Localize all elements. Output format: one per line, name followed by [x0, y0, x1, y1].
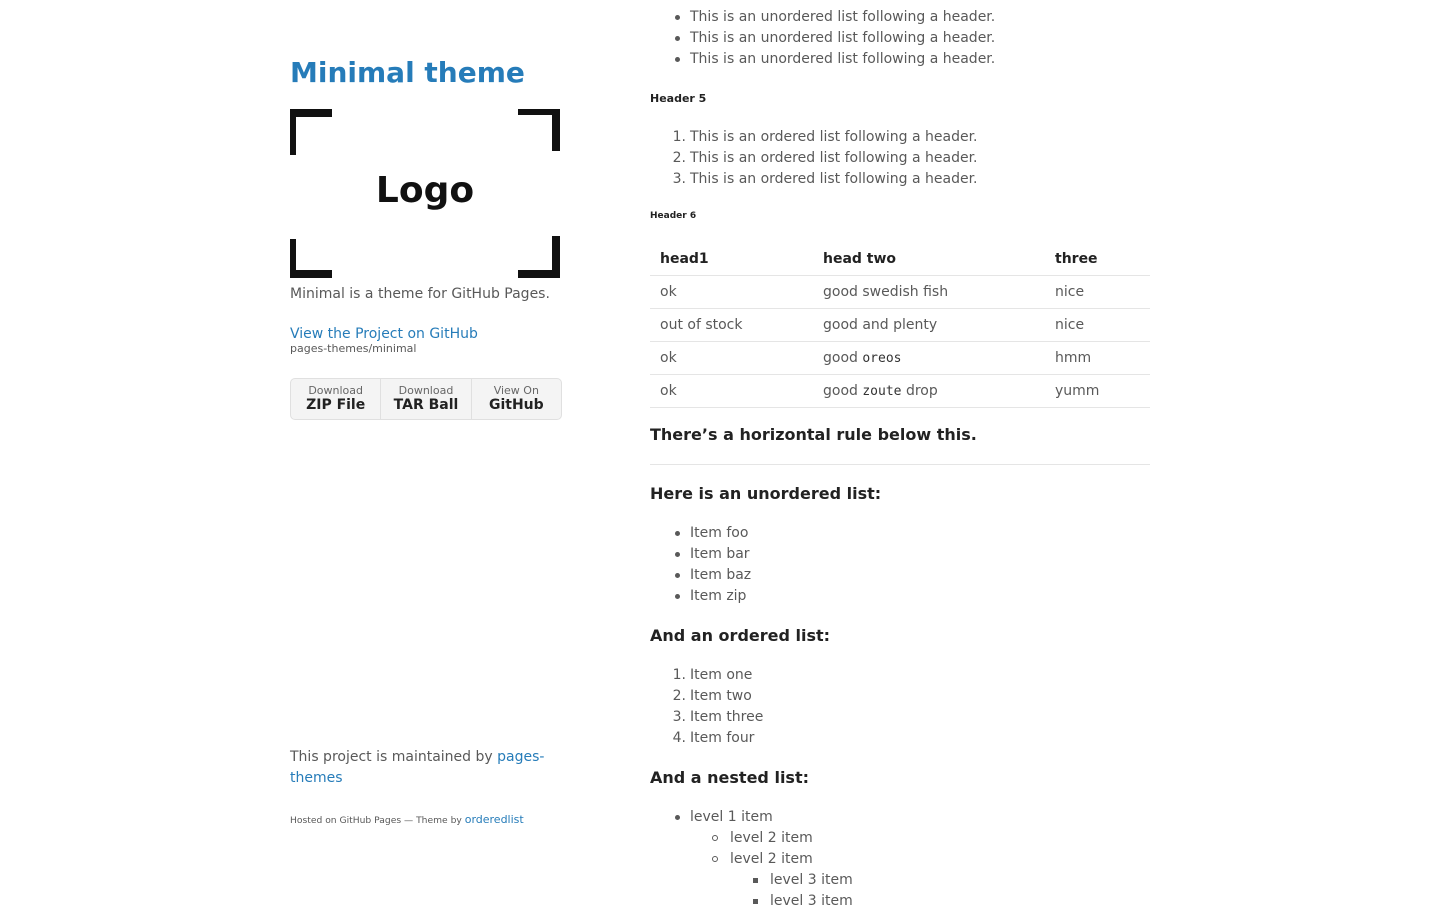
logo-image[interactable]	[290, 109, 560, 278]
list-item: 3. This is an ordered list following a header.	[672, 171, 978, 187]
table-cell: ok	[650, 342, 813, 375]
table-cell: out of stock	[650, 309, 813, 342]
ordered-list	[650, 665, 763, 749]
table-cell: nice	[1045, 309, 1150, 342]
list-item-text: This is an ordered list following a header.	[690, 129, 978, 145]
view-on-github-small: View On	[493, 384, 539, 397]
list-item: 1. Item one	[672, 667, 753, 683]
header-6: Header 6	[650, 211, 697, 221]
table-cell: nice	[1045, 276, 1150, 309]
list-item: Item foo	[650, 523, 751, 544]
horizontal-rule	[650, 464, 1150, 465]
list-item: Item baz	[650, 565, 751, 586]
data-table	[650, 243, 1150, 408]
nested-list-heading: And a nested list:	[650, 768, 809, 787]
table-header-row	[650, 243, 1150, 276]
cell-text: good	[823, 382, 863, 399]
view-on-github-label: GitHub	[488, 397, 544, 413]
list-item-text: Item two	[690, 688, 752, 704]
list-item: 2. Item two	[672, 688, 752, 704]
nested-list-item-level-2: level 2 item	[650, 828, 853, 849]
ordered-list-heading: And an ordered list:	[650, 626, 831, 645]
list-item-text: Item four	[690, 730, 755, 746]
download-zip-small: Download	[308, 384, 363, 397]
cell-text: good	[823, 349, 863, 366]
nested-list	[650, 807, 853, 912]
list-item: Item zip	[650, 586, 751, 607]
list-item: This is an unordered list following a header.	[650, 7, 995, 28]
list-item: 3. Item three	[672, 709, 764, 725]
maintained-by	[290, 747, 550, 789]
list-item: This is an unordered list following a header.	[650, 28, 995, 49]
repo-name: pages-themes/minimal	[290, 342, 417, 355]
maintainer-link[interactable]: pages-themes	[290, 749, 545, 786]
table-header-cell: head1	[650, 243, 813, 276]
list-item-text: Item three	[690, 709, 764, 725]
table-cell: yumm	[1045, 375, 1150, 408]
logo-text: Logo	[375, 170, 475, 211]
list-item: Item bar	[650, 544, 751, 565]
table-cell	[813, 342, 1045, 375]
table-row	[650, 276, 1150, 309]
ordered-list-after-header	[650, 127, 978, 190]
cell-text: drop	[901, 382, 938, 399]
list-item-text: This is an ordered list following a header.	[690, 150, 978, 166]
list-item-text: Item one	[690, 667, 753, 683]
table-cell: hmm	[1045, 342, 1150, 375]
table-header-cell: head two	[813, 243, 1045, 276]
site-title[interactable]: Minimal theme	[290, 56, 525, 89]
nested-list-item-level-1: level 1 item	[650, 807, 853, 828]
download-tar-label: TAR Ball	[393, 397, 459, 413]
table-cell: good swedish fish	[813, 276, 1045, 309]
nested-list-item-level-3: level 3 item	[650, 891, 853, 912]
inline-code: oreos	[862, 350, 902, 366]
download-tar-small: Download	[398, 384, 454, 397]
table-row	[650, 309, 1150, 342]
list-item: 4. Item four	[672, 730, 755, 746]
download-zip-button[interactable]	[291, 379, 381, 419]
inline-code: zoute	[862, 383, 902, 399]
theme-author-link[interactable]: orderedlist	[464, 813, 524, 826]
logo-corner-top-right	[518, 109, 560, 151]
hr-heading: There’s a horizontal rule below this.	[650, 425, 977, 444]
list-item: 2. This is an ordered list following a header.	[672, 150, 978, 166]
list-item: 1. This is an ordered list following a header.	[672, 129, 978, 145]
nested-list-item-level-2: level 2 item	[650, 849, 853, 870]
table-cell: ok	[650, 276, 813, 309]
maintained-prefix: This project is maintained by	[290, 749, 498, 765]
unordered-list	[650, 523, 751, 607]
unordered-list-heading: Here is an unordered list:	[650, 484, 882, 503]
list-item-text: This is an ordered list following a header.	[690, 171, 978, 187]
download-buttons	[290, 378, 562, 420]
logo-corner-top-left	[290, 109, 332, 155]
table-row	[650, 375, 1150, 408]
header-5: Header 5	[650, 92, 707, 105]
table-row	[650, 342, 1150, 375]
tagline: Minimal is a theme for GitHub Pages.	[290, 286, 550, 302]
view-project-link[interactable]: View the Project on GitHub	[290, 326, 478, 342]
list-item: This is an unordered list following a header.	[650, 49, 995, 70]
logo-corner-bottom-left	[290, 239, 332, 278]
unordered-list-after-header	[650, 7, 995, 70]
nested-list-item-level-3: level 3 item	[650, 870, 853, 891]
table-cell	[813, 375, 1045, 408]
table-cell: good and plenty	[813, 309, 1045, 342]
logo-corner-bottom-right	[518, 236, 560, 278]
table-header-cell: three	[1045, 243, 1150, 276]
table-cell: ok	[650, 375, 813, 408]
hosted-prefix: Hosted on GitHub Pages — Theme by	[290, 815, 465, 826]
view-on-github-button[interactable]	[472, 379, 561, 419]
hosted-credit	[290, 812, 524, 829]
download-zip-label: ZIP File	[306, 397, 366, 413]
download-tar-button[interactable]	[381, 379, 471, 419]
